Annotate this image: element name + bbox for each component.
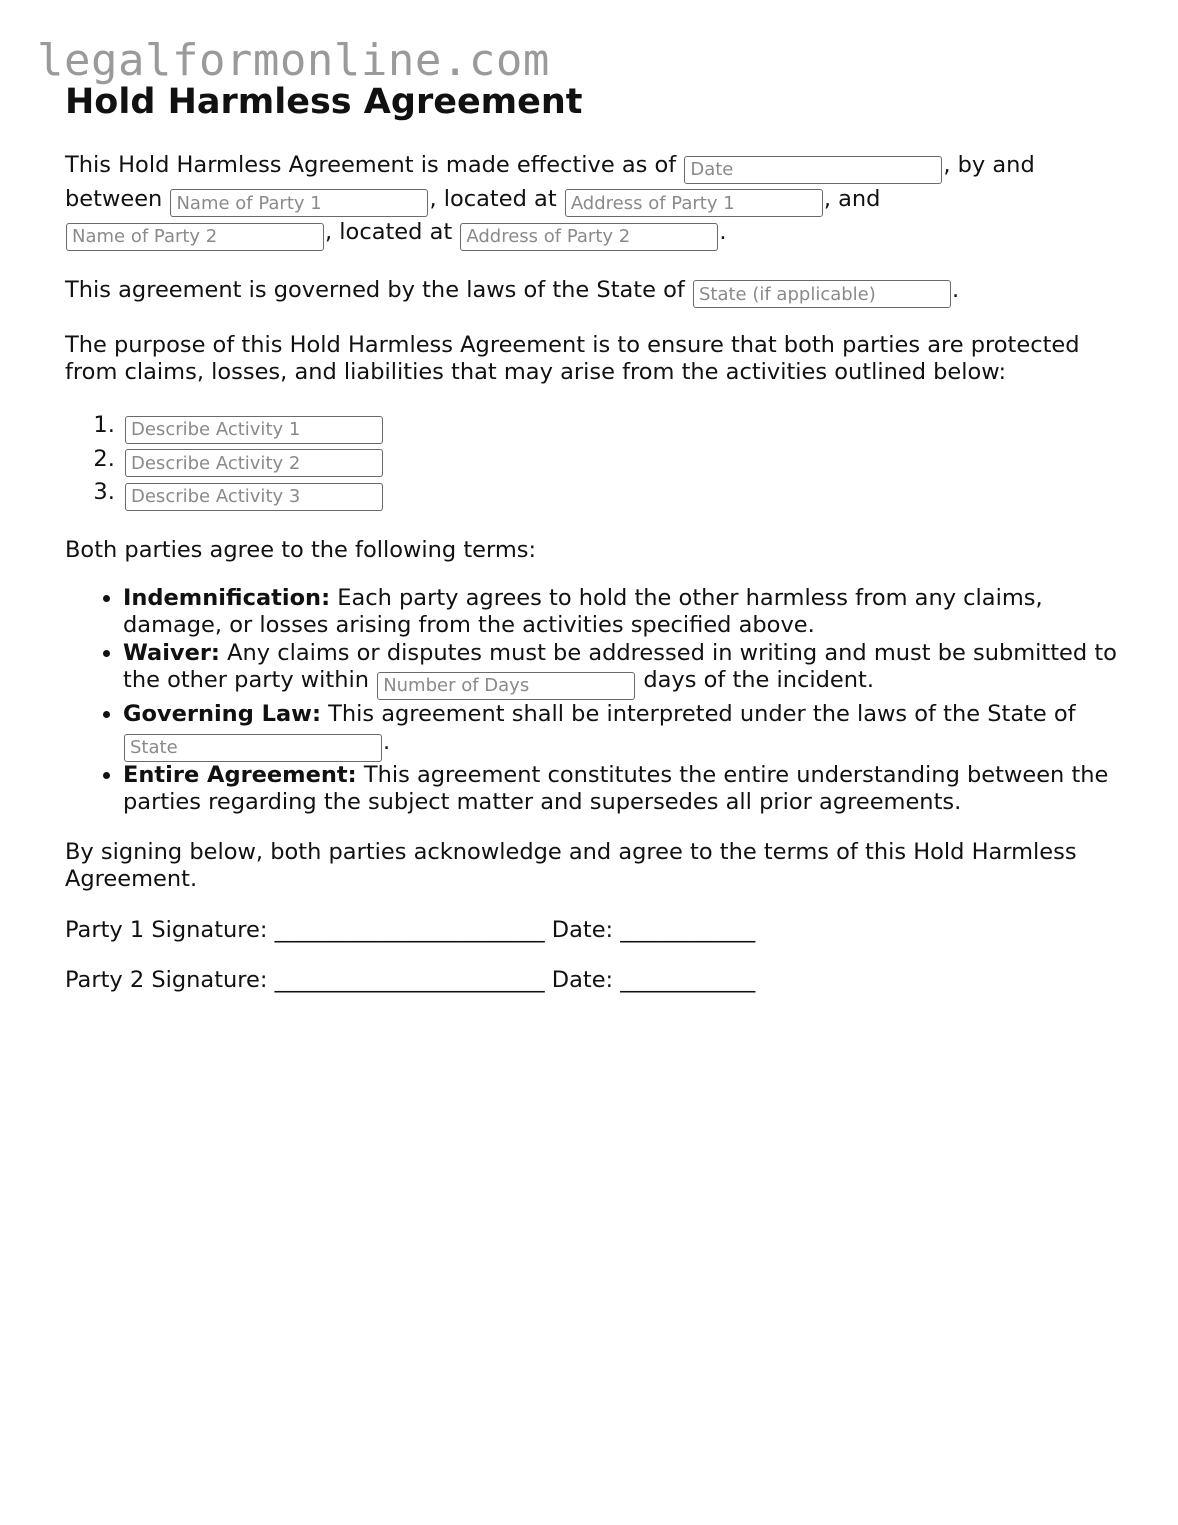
party2-address-field[interactable] (460, 223, 718, 251)
term-text: Any claims or disputes must be addressed in writing and must be submitted to the other party within (123, 639, 1117, 693)
term-text: days of the incident. (643, 667, 875, 693)
party1-address-field[interactable] (565, 189, 823, 217)
term-entire-agreement (123, 762, 1125, 817)
term-waiver (123, 640, 1125, 700)
term-text: Each party agrees to hold the other harmless from any claims, damage, or losses arising from the activities specified above. (123, 584, 1043, 638)
terms-intro: Both parties agree to the following terms: (65, 536, 537, 563)
term-label: Indemnification: (123, 584, 331, 611)
days-field[interactable] (377, 672, 635, 700)
page-title: Hold Harmless Agreement (65, 82, 583, 122)
term-text: This agreement shall be interpreted under the laws of the State of (328, 700, 1076, 727)
term-label: Waiver: (123, 639, 220, 666)
intro-text-1: This Hold Harmless Agreement is made effective as of (65, 152, 677, 178)
intro-text-3: , located at (429, 185, 557, 212)
intro-paragraph (65, 150, 1125, 251)
party1-signature-line: Party 1 Signature: ________________________ Date: ____________ (65, 916, 756, 943)
term-text: This agreement constitutes the entire understanding between the parties regarding the subject matter and supersedes all prior agreements. (123, 761, 1109, 815)
activity-1-field[interactable] (125, 416, 383, 444)
activity-2-field[interactable] (125, 449, 383, 477)
party2-signature-line: Party 2 Signature: ________________________ Date: ____________ (65, 966, 756, 993)
intro-text-4: , and (823, 185, 881, 212)
governing-state-paragraph (65, 275, 1125, 309)
party2-name-field[interactable] (66, 223, 324, 251)
agreement-body (65, 150, 1125, 994)
activity-item (122, 410, 1125, 444)
term-indemnification (123, 585, 1125, 640)
terms-list (65, 585, 1125, 817)
intro-text-6: . (719, 219, 727, 245)
term-governing-law (123, 700, 1125, 762)
activity-item (122, 444, 1125, 478)
intro-text-5: , located at (325, 219, 453, 245)
intro-text-2: , by and between (65, 152, 1035, 212)
signing-paragraph: By signing below, both parties acknowledge and agree to the terms of this Hold Harmless Agreement. (65, 838, 1077, 892)
governing-end: . (951, 276, 960, 303)
governing-text: This agreement is governed by the laws of the State of (65, 276, 685, 303)
effective-date-field[interactable] (684, 156, 942, 184)
watermark: legalformonline.com (37, 35, 550, 86)
term-label: Entire Agreement: (123, 761, 357, 788)
governing-state-field[interactable] (693, 280, 951, 308)
party1-name-field[interactable] (170, 189, 428, 217)
term-label: Governing Law: (123, 700, 321, 727)
purpose-paragraph: The purpose of this Hold Harmless Agreement is to ensure that both parties are protected from claims, losses, and liabilities that may arise from the activities outlined below: (65, 332, 1080, 385)
governing-law-state-field[interactable] (124, 734, 382, 762)
term-end: . (383, 729, 391, 755)
activity-3-field[interactable] (125, 483, 383, 511)
activity-item (122, 477, 1125, 511)
activities-list (65, 410, 1125, 511)
